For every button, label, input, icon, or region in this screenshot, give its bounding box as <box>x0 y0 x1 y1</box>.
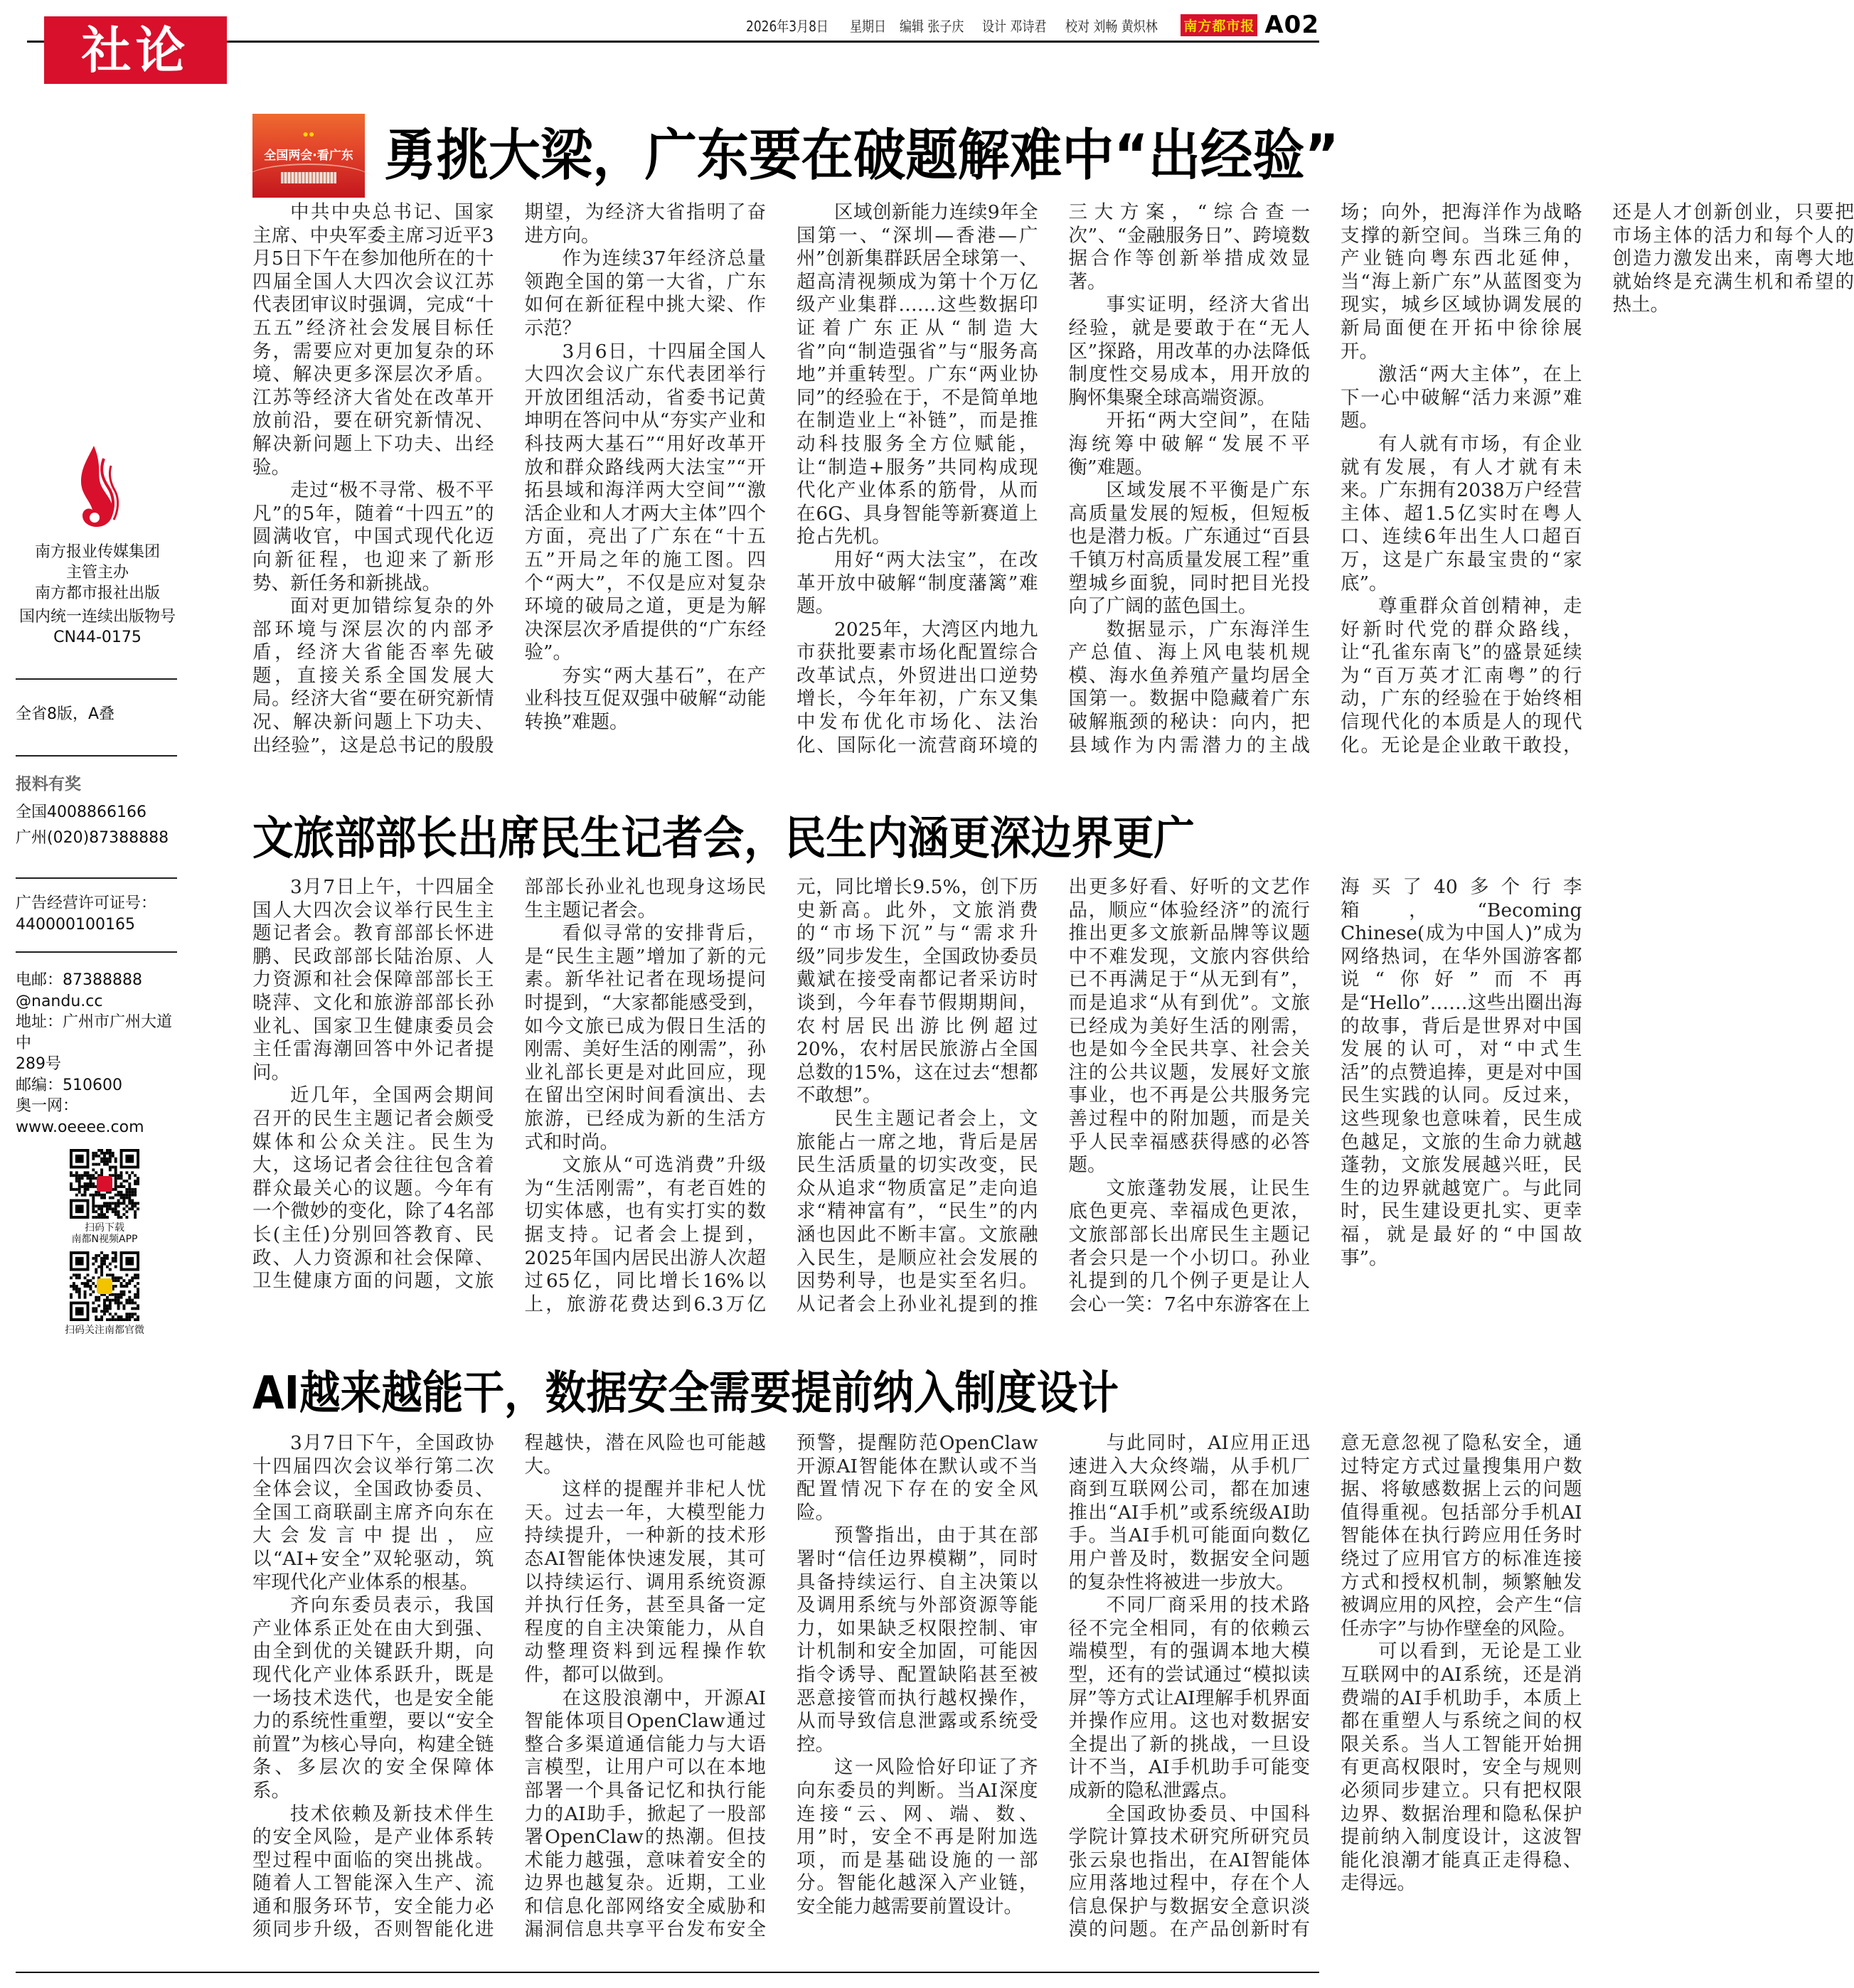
article-paragraph: 数据显示，广东海洋生产总值、海上风电装机规模、海水鱼养殖产量均居全国第一。数据中隐藏着广东破解瓶颈的秘诀：向内，把县域作为内需潜力的主战场；向外，把海洋作为战略支撑的新空间。当珠三角的产业链向粤东西北延伸，当“海上新广东”从蓝图变为现实，城乡区域协调发展的新局面便在开拓中徐徐展开。 <box>1068 201 1582 757</box>
article-paragraph: 文旅从“可选消费”升级为“生活刚需”，有老百姓的切实体感，也有实打实的数据支持。记者会上提到，2025年国内居民出游人次超过65亿，同比增长16%以上，旅游花费达到6.3万亿元，同比增长9.5%，创下历史新高。此外，文旅消费的“市场下沉”与“需求升级”同步发生，全国政协委员戴斌在接受南都记者采访时谈到，今年春节假期期间，农村居民出游比例超过20%，农村居民旅游占全国总数的15%，这在过去“想都不敢想”。 <box>524 876 1038 1315</box>
postcode: 邮编：510600 <box>16 1076 122 1094</box>
article-paragraph: 3月7日下午，全国政协十四届四次会议举行第二次全体会议，全国政协委员、全国工商联副主席齐向东在大会发言中提出，应以“AI+安全”双轮驱动，筑牢现代化产业体系的根基。 <box>252 1432 494 1593</box>
qr-caption: 南都N视频APP <box>71 1234 138 1245</box>
section-badge <box>44 16 227 84</box>
badge-text: 全国两会·看广东 <box>264 149 353 163</box>
address-line: 289号 <box>16 1055 61 1073</box>
footer-rule <box>16 1972 1319 1973</box>
news-tips <box>16 774 183 849</box>
editor-credit: 编辑 张子庆 <box>899 17 964 35</box>
publisher-line: 南方都市报社出版 <box>34 584 160 602</box>
issue-date: 2026年3月8日 <box>745 17 829 35</box>
article-paragraph: 中共中央总书记、国家主席、中央军委主席习近平3月5日下午在参加他所在的十四届全国人大四次会议江苏代表团审议时强调，完成“十五五”经济社会发展目标任务，需要应对更加复杂的环境、解决更多深层次矛盾。江苏等经济大省处在改革开放前沿，要在研究新情况、解决新问题上下功夫、出经验。 <box>252 201 494 479</box>
article-paragraph: 有人就有市场，有企业就有发展，有人才就有未来。广东拥有2038万户经营主体、超1.5亿实时在粤人口、连续6年出生人口超百万，这是广东最宝贵的“家底”。 <box>1341 432 1582 594</box>
national-emblem-icon: ●● <box>302 129 315 140</box>
article-paragraph: 这一风险恰好印证了齐向东委员的判断。当AI深度连接“云、网、端、数、用”时，安全不再是附加选项，而是基础设施的一部分。智能化越深入产业链，安全能力越需要前置设计。 <box>797 1756 1038 1918</box>
sidebar-divider <box>16 951 177 953</box>
article-paragraph: 文旅蓬勃发展，让民生底色更亮、幸福成色更浓，文旅部部长出席民生主题记者会只是一个小切口。孙业礼提到的几个例子更是让人会心一笑：7名中东游客在上海买了40多个行李箱，“Becoming Chinese(成为中国人)”成为网络热词，在华外国游客都说“你好”而不再是“Hello”……这些出圈出海的故事，背后是世界对中国发展的认可，对“中式生活”的点赞追捧，更是对中国民生实践的认同。反过来，这些现象也意味着，民生成色越足，文旅的生命力就越蓬勃，文旅发展越兴旺，民生的边界就越宽广。与此同时，民生建设更扎实、更幸福，就是最好的“中国故事”。 <box>1068 876 1582 1315</box>
publisher-line: 主管主办 <box>65 564 129 582</box>
app-download-qr[interactable] <box>58 1149 151 1245</box>
article-paragraph: 不同厂商采用的技术路径不完全相同，有的依赖云端模型，有的强调本地大模型，还有的尝试通过“模拟读屏”等方式让AI理解手机界面并操作应用。这也对数据安全提出了新的挑战，一旦设计不当，AI手机助手可能变成新的隐私泄露点。 <box>1068 1594 1310 1802</box>
article-paragraph: 面对更加错综复杂的外部环境与深层次的内部矛盾，经济大省能否率先破题，直接关系全国发展大局。经济大省“要在研究新情况、解决新问题上下功夫、出经验”，这是总书记的殷殷期望，为经济大省指明了奋进方向。 <box>252 201 766 757</box>
article-paragraph: 区域发展不平衡是广东高质量发展的短板，但短板也是潜力板。广东通过“百县千镇万村高质量发展工程”重塑城乡面貌，同时把目光投向了广阔的蓝色国土。 <box>1068 479 1310 618</box>
article-paragraph: 激活“两大主体”，在上下一心中破解“活力来源”难题。 <box>1341 363 1582 432</box>
article-paragraph: 3月7日上午，十四届全国人大四次会议举行民生主题记者会。教育部部长怀进鹏、民政部部长陆治原、人力资源和社会保障部部长王晓萍、文化和旅游部部长孙业礼、国家卫生健康委员会主任雷海潮回答中外记者提问。 <box>252 876 494 1084</box>
website-link[interactable]: www.oeeee.com <box>16 1118 144 1136</box>
qr-caption: 扫码关注南都官微 <box>65 1325 144 1336</box>
sidebar-divider <box>16 755 177 757</box>
email-domain: @nandu.cc <box>16 992 103 1010</box>
qr-caption: 扫码下载 <box>85 1222 124 1234</box>
designer-credit: 设计 邓诗君 <box>982 17 1047 35</box>
article-2-body <box>252 876 1582 1331</box>
qr-code-icon <box>58 1149 151 1219</box>
article-paragraph: 预警指出，由于其在部署时“信任边界模糊”，同时具备持续运行、自主决策以及调用系统与外部资源等能力，如果缺乏权限控制、审计机制和安全加固，可能因指令诱导、配置缺陷甚至被恶意接管而执行越权操作，从而导致信息泄露或系统受控。 <box>797 1524 1038 1755</box>
article-1-title: 勇挑大梁，广东要在破题解难中“出经验” <box>384 124 1339 188</box>
tips-hotline-guangzhou: 广州(020)87388888 <box>16 829 169 847</box>
tips-title: 报料有奖 <box>16 775 81 793</box>
article-paragraph: 民生主题记者会上，文旅能占一席之地，背后是居民生活质量的切实改变，民众从追求“物质富足”走向追求“精神富有”，“民生”的内涵也因此不断丰富。文旅融入民生，是顺应社会发展的因势利导，也是实至名归。从记者会上孙业礼提到的推出更多好看、好听的文艺作品，顺应“体验经济”的流行推出更多文旅新品牌等议题中不难发现，文旅内容供给已不再满足于“从无到有”，而是追求“从有到优”。文旅已经成为美好生活的刚需，也是如今全民共享、社会关注的公共议题，发展好文旅事业，也不再是公共服务完善过程中的附加题，而是关乎人民幸福感获得感的必答题。 <box>797 876 1310 1315</box>
serial-label: 国内统一连续出版物号 <box>18 608 176 626</box>
great-hall-icon <box>281 172 336 183</box>
article-paragraph: 齐向东委员表示，我国产业体系正处在由大到强、由全到优的关键跃升期，向现代化产业体系跃升，既是一场技术迭代，也是安全能力的系统性重塑，要以“安全前置”为核心导向，构建全链条、多层次的安全保障体系。 <box>252 1594 494 1802</box>
article-paragraph: 这样的提醒并非杞人忧天。过去一年，大模型能力持续提升，一种新的技术形态AI智能体快速发展，其可以持续运行、调用系统资源并执行任务，甚至具备一定程度的自主决策能力，从自动整理资料到远程操作软件，都可以做到。 <box>524 1478 766 1686</box>
article-paragraph: 区域创新能力连续9年全国第一、“深圳—香港—广州”创新集群跃居全球第一、超高清视频成为第十个万亿级产业集群……这些数据印证着广东正从“制造大省”向“制造强省”与“服务高地”并重转型。广东“两业协同”的经验在于，不是简单地在制造业上“补链”，而是推动科技服务全方位赋能，让“制造+服务”共同构成现代化产业体系的筋骨，从而在6G、具身智能等新赛道上抢占先机。 <box>797 201 1038 548</box>
article-paragraph: 3月6日，十四届全国人大四次会议广东代表团举行开放团组活动，省委书记黄坤明在答问中从“夯实产业和科技两大基石”“用好改革开放和群众路线两大法宝”“开拓县域和海洋两大空间”“激活企业和人才两大主体”四个方面，亮出了广东在“十五五”开局之年的施工图。四个“两大”，不仅是应对复杂环境的破局之道，更是为解决深层次矛盾提供的“广东经验”。 <box>524 340 766 664</box>
article-paragraph: 与此同时，AI应用正迅速进入大众终端，从手机厂商到互联网公司，都在加速推出“AI手机”或系统级AI助手。当AI手机可能面向数亿用户普及时，数据安全问题的复杂性将被进一步放大。 <box>1068 1432 1310 1593</box>
ad-license <box>16 893 183 936</box>
qr-code-icon <box>58 1251 151 1321</box>
ad-license-label: 广告经营许可证号： <box>16 894 157 912</box>
flame-logo-icon <box>71 444 122 528</box>
article-paragraph: 作为连续37年经济总量领跑全国的第一大省，广东如何在新征程中挑大梁、作示范？ <box>524 247 766 339</box>
website-label: 奥一网： <box>16 1097 79 1115</box>
issue-weekday: 星期日 <box>849 17 886 35</box>
article-3-body <box>252 1432 1582 1958</box>
article-paragraph: 尊重群众首创精神，走好新时代党的群众路线，让“孔雀东南飞”的盛景延续为“百万英才汇南粤”的行动，广东的经验在于始终相信现代化的本质是人的现代化。无论是企业敢干敢投，还是人才创新创业，只要把市场主体的活力和每个人的创造力激发出来，南粤大地就始终是充满生机和希望的热土。 <box>1341 201 1854 757</box>
page-meta <box>739 13 1319 37</box>
ad-license-number: 440000100165 <box>16 916 135 934</box>
article-paragraph: 看似寻常的安排背后，是“民生主题”增加了新的元素。新华社记者在现场提问时提到，“大家都能感受到，如今文旅已成为假日生活的刚需、美好生活的刚需”，孙业礼部长更是对此回应，现在留出空闲时间看演出、去旅游，已经成为新的生活方式和时尚。 <box>524 922 766 1153</box>
article-3-title: AI越来越能干，数据安全需要提前纳入制度设计 <box>252 1367 1119 1420</box>
article-paragraph: 可以看到，无论是工业互联网中的AI系统，还是消费端的AI手机助手，本质上都在重塑人与系统之间的权限关系。当人工智能开始拥有更高权限时，安全与规则必须同步建立。只有把权限边界、数据治理和隐私保护提前纳入制度设计，这波智能化浪潮才能真正走得稳、走得远。 <box>1341 1640 1582 1895</box>
weibo-follow-qr[interactable] <box>58 1251 151 1336</box>
contact-info <box>16 970 183 1138</box>
section-label: 社论 <box>81 21 190 80</box>
article-paragraph: 2025年，大湾区内地九市获批要素市场化配置综合改革试点，外贸进出口逆势增长，今年年初，广东又集中发布优化市场化、法治化、国际化一流营商环境的三大方案，“综合查一次”、“金融服务日”、跨境数据合作等创新举措成效显著。 <box>797 201 1310 757</box>
two-sessions-badge <box>252 114 365 198</box>
article-paragraph: 开拓“两大空间”，在陆海统筹中破解“发展不平衡”难题。 <box>1068 410 1310 479</box>
article-paragraph: 走过“极不寻常、极不平凡”的5年，随着“十四五”的圆满收官，中国式现代化迈向新征程，也迎来了新形势、新任务和新挑战。 <box>252 479 494 594</box>
article-paragraph: 全国政协委员、中国科学院计算技术研究所研究员张云泉也指出，在AI智能体应用落地过程中，存在个人信息保护与数据安全意识淡漠的问题。在产品创新时有意无意忽视了隐私安全，通过特定方式过量搜集用户数据、将敏感数据上云的问题值得重视。包括部分手机AI智能体在执行跨应用任务时绕过了应用官方的标准连接方式和授权机制，频繁触发被调应用的风控，会产生“信任赤字”与协作壁垒的风险。 <box>1068 1432 1582 1941</box>
article-paragraph: 近几年，全国两会期间召开的民生主题记者会颇受媒体和公众关注。民生为大，这场记者会往往包含着群众最关心的议题。今年有一个微妙的变化，除了4名部长(主任)分别回答教育、民政、人力资源和社会保障、卫生健康方面的问题，文旅部部长孙业礼也现身这场民生主题记者会。 <box>252 876 766 1293</box>
address-line: 地址：广州市广州大道中 <box>16 1013 173 1052</box>
serial-number: CN44-0175 <box>53 629 142 646</box>
publisher-info <box>16 542 179 648</box>
tips-hotline-national: 全国4008866166 <box>16 803 146 821</box>
page-number: A02 <box>1264 11 1319 39</box>
article-paragraph: 用好“两大法宝”，在改革开放中破解“制度藩篱”难题。 <box>797 548 1038 618</box>
article-paragraph: 事实证明，经济大省出经验，就是要敢于在“无人区”探路，用改革的办法降低制度性交易成本，用开放的胸怀集聚全球高端资源。 <box>1068 294 1310 409</box>
article-2-title: 文旅部部长出席民生记者会，民生内涵更深边界更广 <box>252 813 1195 865</box>
edition-info: 全省8版，A叠 <box>16 705 115 723</box>
email-label: 电邮：87388888 <box>16 971 142 989</box>
sidebar-divider <box>16 877 177 879</box>
article-paragraph: 技术依赖及新技术伴生的安全风险，是产业体系转型过程中面临的突出挑战。随着人工智能深入生产、流通和服务环节，安全能力必须同步升级，否则智能化进程越快，潜在风险也可能越大。 <box>252 1432 766 1941</box>
proofreader-credit: 校对 刘畅 黄炽林 <box>1065 17 1158 35</box>
article-1-body <box>252 201 1854 770</box>
article-paragraph: 在这股浪潮中，开源AI智能体项目OpenClaw通过整合多渠道通信能力与大语言模型，让用户可以在本地部署一个具备记忆和执行能力的AI助手，掀起了一股部署OpenClaw的热潮。但技术能力越强，意味着安全的边界也越复杂。近期，工业和信息化部网络安全威胁和漏洞信息共享平台发布安全预警，提醒防范OpenClaw开源AI智能体在默认或不当配置情况下存在的安全风险。 <box>524 1432 1038 1941</box>
sidebar-divider <box>16 678 177 680</box>
masthead-logo: 南方都市报 <box>1181 14 1257 36</box>
publisher-line: 南方报业传媒集团 <box>34 543 160 561</box>
article-paragraph: 夯实“两大基石”，在产业科技互促双强中破解“动能转换”难题。 <box>524 664 766 734</box>
